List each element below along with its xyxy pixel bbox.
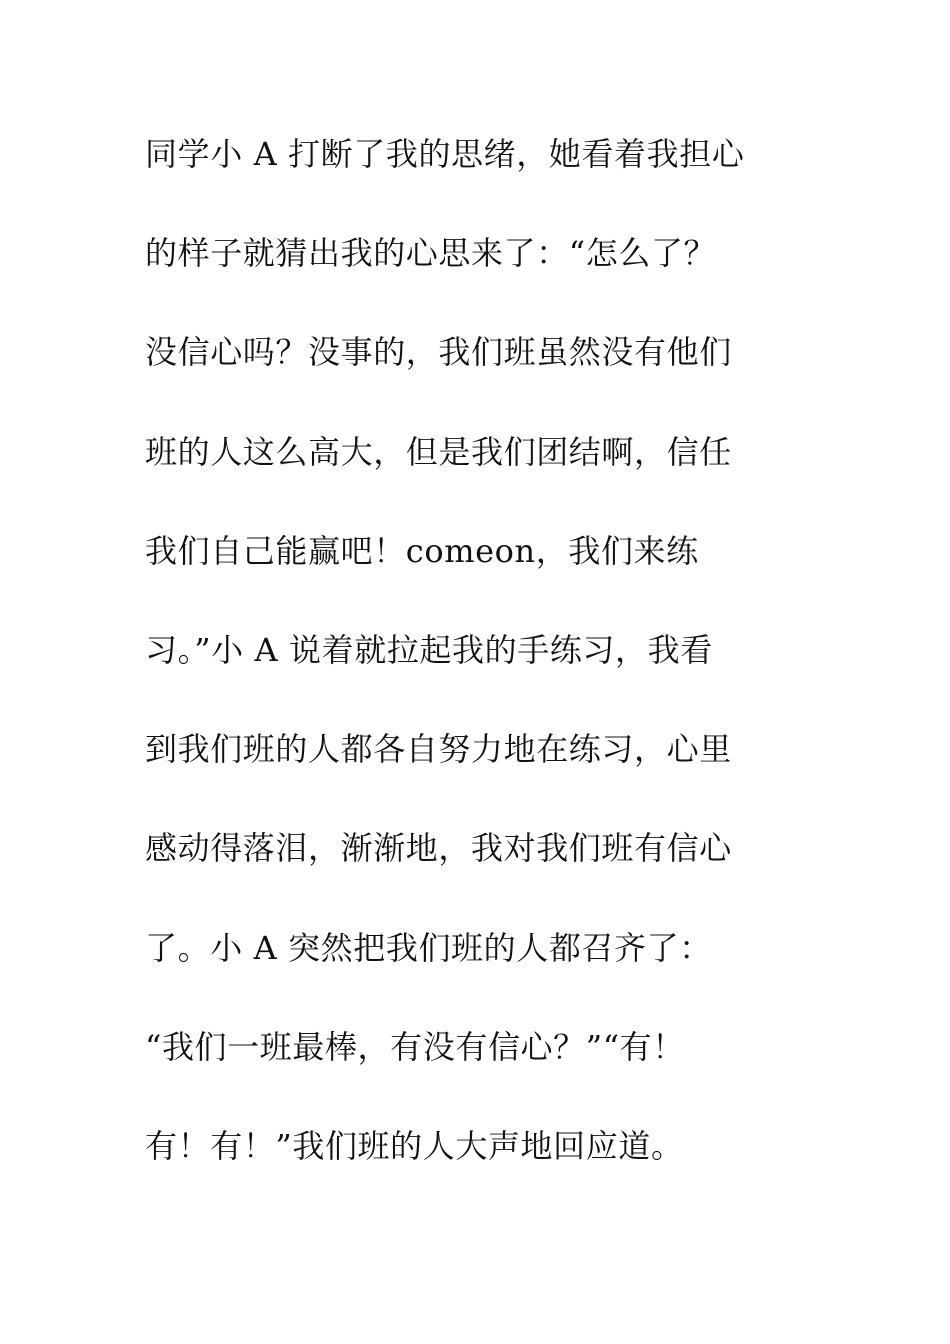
text-line-2: 的样子就猜出我的心思来了：“怎么了？ (145, 234, 717, 273)
text-line-8: 感动得落泪，渐渐地，我对我们班有信心 (145, 829, 732, 868)
text-line-4: 班的人这么高大，但是我们团结啊，信任 (145, 432, 732, 471)
body-paragraph (145, 128, 805, 1219)
text-line-6: 习。”小 A 说着就拉起我的手练习，我看 (145, 630, 713, 669)
text-line-5: 我们自己能赢吧！comeon，我们来练 (145, 531, 699, 570)
text-line-1: 同学小 A 打断了我的思绪，她看着我担心 (145, 135, 745, 173)
text-line-10: “我们一班最棒，有没有信心？”“有！ (145, 1027, 685, 1066)
text-line-3: 没信心吗？没事的，我们班虽然没有他们 (145, 333, 732, 372)
text-line-7: 到我们班的人都各自努力地在练习，心里 (145, 730, 732, 769)
text-line-11: 有！有！”我们班的人大声地回应道。 (145, 1126, 684, 1165)
text-line-9: 了。小 A 突然把我们班的人都召齐了： (145, 928, 712, 967)
